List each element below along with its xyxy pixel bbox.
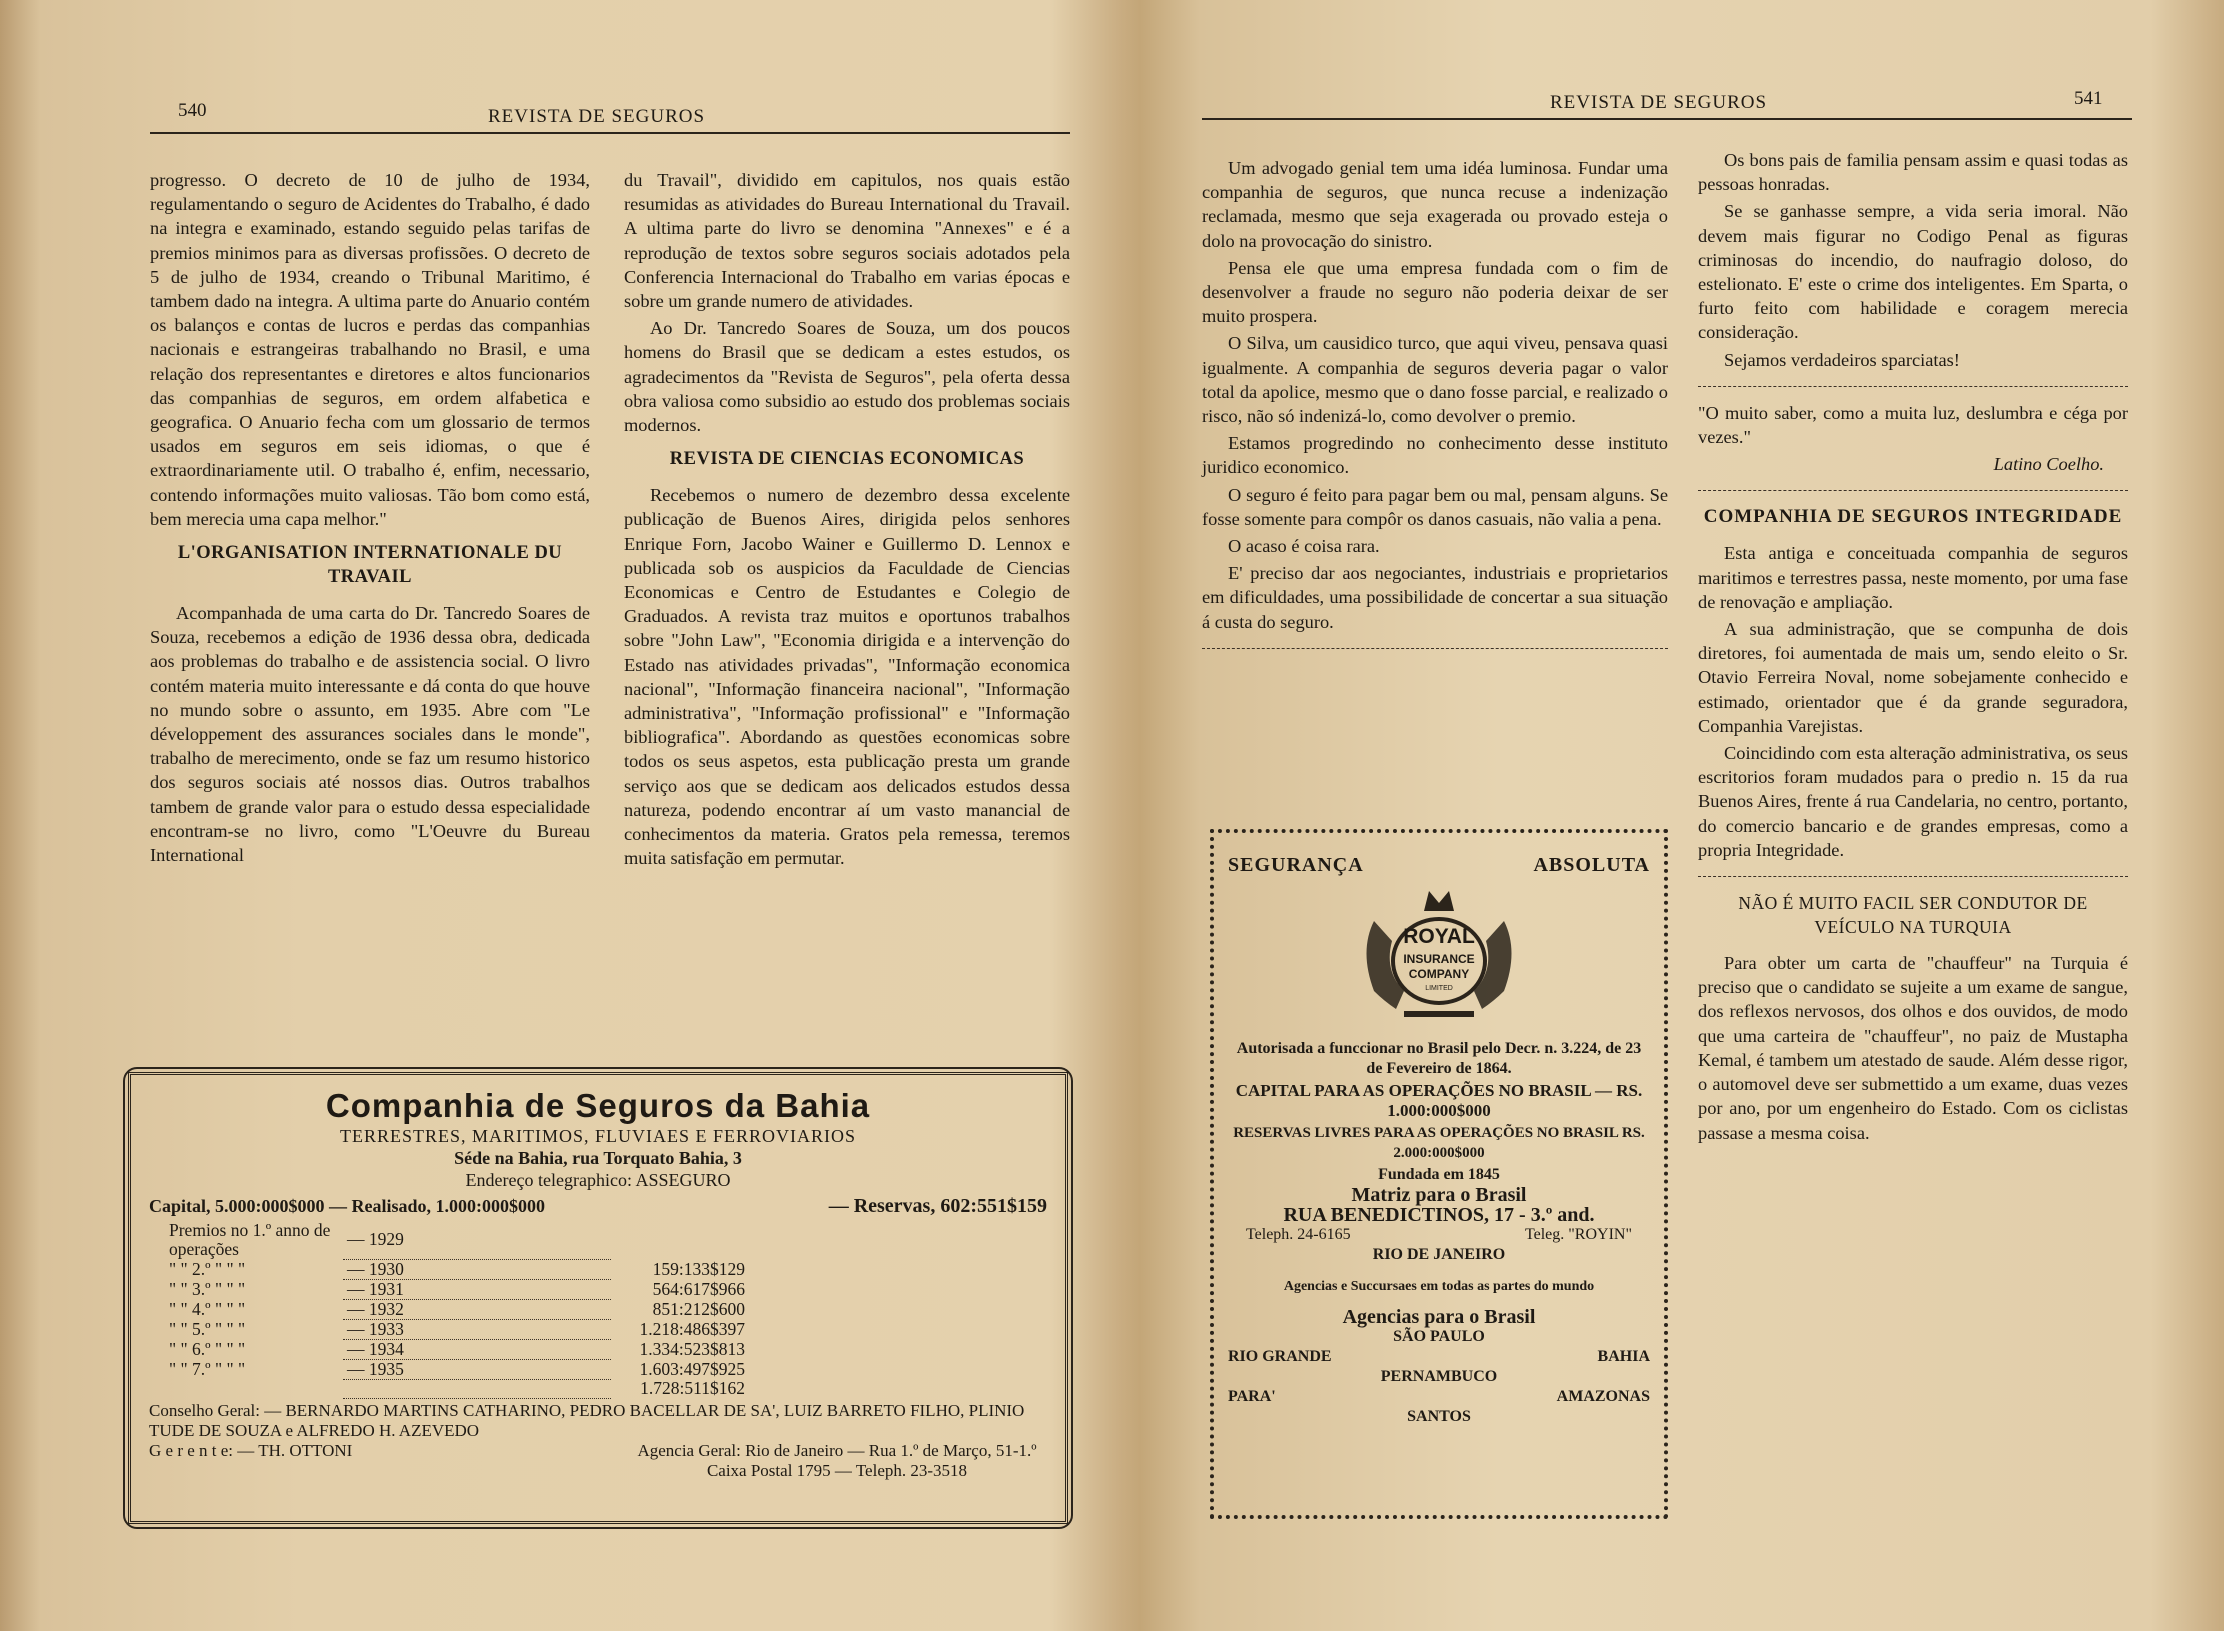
ad-slogan — [1228, 855, 1650, 875]
header-rule — [150, 132, 1070, 134]
page-number: 540 — [178, 100, 207, 121]
paragraph: Os bons pais de familia pensam assim e quasi todas as pessoas honradas. — [1698, 150, 2128, 195]
paragraph: Para obter um carta de "chauffeur" na Turquia é preciso que o candidato se sujeite a um exame de sangue, dos reflexos nervosos, dos olhos e dos ouvidos, de modo que uma carteira de "chauffeur", no paiz de Mustapha Kemal, é tambem um atestado de saude. Além desse rigor, o automovel deve ser submettido a um exame, duas vezes por ano, por um engenheiro do Estado. Com os ciclistas passase a mesma coisa. — [1698, 953, 2128, 1143]
ad-slogan-left: SEGURANÇA — [1228, 854, 1364, 876]
premios-value: 1.218:486$397 — [639, 1318, 745, 1339]
ad-contact-row — [1228, 1225, 1650, 1245]
ad-conselho: Conselho Geral: — BERNARDO MARTINS CATHARINO, PEDRO BACELLAR DE SA', LUIZ BARRETO FILHO, PLINIO TUDE DE SOUZA e ALFREDO H. AZEVEDO — [149, 1400, 1025, 1440]
ad-teleg: Teleg. "ROYIN" — [1524, 1226, 1632, 1243]
paragraph: Ao Dr. Tancredo Soares de Souza, um dos poucos homens do Brasil que se dedicam a estes estudos, os agradecimentos da "Revista de Seguros", pela oferta dessa obra valiosa como subsidio ao estudo dos problemas sociais modernos. — [624, 318, 1070, 436]
premios-year: — 1930 — [343, 1259, 611, 1279]
agency-name: AMAZONAS — [1556, 1388, 1650, 1405]
separator — [1698, 386, 2128, 387]
right-column-2 — [1698, 148, 2128, 1148]
agency-name — [1228, 1367, 1369, 1387]
ad-capital: Capital, 5.000:000$000 — Realisado, 1.000:000$000 — [149, 1196, 545, 1216]
paragraph: Recebemos o numero de dezembro dessa excelente publicação de Buenos Aires, dirigida pelos senhores Enrique Forn, Jacobo Wainer e Guillermo D. Lennox e publicada sob os auspicios da Faculdade de Ciencias Economicas e Centro de Estudantes e Colegio de Graduados. A revista traz muitos e oportunos trabalhos sobre "John Law", "Economia dirigida e a intervenção do Estado nas atividades privadas", "Informação economica nacional", "Informação financeira nacional", "Informação administrativa", "Informação profissional" e "Informação bibliografica". Abordando as questões economicas sobre todos os seus aspetos, esta publicação presta um grande serviço aos que se dedicam aos delicados estudos dessa natureza, podendo encontrar aí um vasto manancial de conhecimentos da materia. Gratos pela remessa, teremos muita satisfação em permutar. — [624, 485, 1070, 869]
logo-text: LIMITED — [1425, 985, 1453, 992]
royal-advertisement — [1210, 829, 1668, 1519]
section-heading: REVISTA DE CIENCIAS ECONOMICAS — [669, 449, 1025, 470]
ad-line: Agencias e Succursaes em todas as partes do mundo — [1283, 1279, 1595, 1294]
paragraph: O acaso é coisa rara. — [1228, 536, 1380, 557]
paragraph: Esta antiga e conceituada companhia de seguros maritimos e terrestres passa, neste momento, por uma fase de renovação e ampliação. — [1698, 543, 2128, 612]
agency-name: BAHIA — [1597, 1348, 1650, 1365]
quote-author: Latino Coelho. — [1993, 454, 2104, 475]
agency-name — [1228, 1327, 1369, 1347]
premios-year: — 1934 — [343, 1339, 611, 1359]
paragraph-group — [1698, 951, 2128, 1145]
ad-line: Agencias para o Brasil — [1342, 1306, 1536, 1328]
running-head: REVISTA DE SEGUROS — [488, 106, 706, 127]
running-head: REVISTA DE SEGUROS — [1550, 92, 1768, 113]
agency-name — [1228, 1407, 1369, 1427]
ad-line: Endereço telegraphico: ASSEGURO — [465, 1170, 731, 1190]
paragraph: E' preciso dar aos negociantes, industriais e proprietarios em dificuldades, uma possibilidade de concertar a sua situação á custa do seguro. — [1202, 563, 1668, 632]
ad-gerente: G e r e n t e: — TH. OTTONI — [149, 1440, 353, 1460]
agency-name: RIO GRANDE — [1228, 1348, 1332, 1365]
paragraph-group — [1698, 541, 2128, 862]
ad-line: RESERVAS LIVRES PARA AS OPERAÇÕES NO BRASIL RS. 2.000:000$000 — [1233, 1125, 1645, 1161]
agency-name — [1369, 1387, 1510, 1407]
agency-name: SANTOS — [1407, 1408, 1471, 1425]
agency-name — [1509, 1407, 1650, 1427]
agency-name — [1509, 1327, 1650, 1347]
ad-title: Companhia de Seguros da Bahia — [325, 1087, 871, 1124]
premios-value: 1.728:511$162 — [640, 1378, 745, 1398]
ad-slogan-right: ABSOLUTA — [1533, 854, 1650, 876]
agency-name — [1369, 1347, 1510, 1367]
ad-line: Fundada em 1845 — [1378, 1166, 1500, 1183]
premios-label: " " 4.º " " " — [169, 1298, 246, 1319]
premios-year: — 1929 — [343, 1221, 611, 1259]
bahia-advertisement — [128, 1072, 1068, 1524]
premios-label: " " 6.º " " " — [169, 1338, 246, 1359]
logo-text: COMPANY — [1408, 967, 1470, 981]
page-number: 541 — [2074, 88, 2103, 109]
section-heading: L'ORGANISATION INTERNATIONALE DU TRAVAIL — [177, 543, 563, 588]
agency-name — [1509, 1367, 1650, 1387]
paragraph: Sejamos verdadeiros sparciatas! — [1724, 349, 1960, 370]
premios-value: 851:212$600 — [652, 1298, 745, 1319]
agency-name: PERNAMBUCO — [1380, 1368, 1498, 1385]
premios-value: 1.334:523$813 — [639, 1338, 745, 1359]
premios-value: 1.603:497$925 — [639, 1358, 745, 1379]
premios-year: — 1935 — [343, 1359, 611, 1379]
premios-label: " " 3.º " " " — [169, 1278, 246, 1299]
ad-caixa: Caixa Postal 1795 — Teleph. 23-3518 — [706, 1460, 968, 1480]
ad-border — [123, 1067, 1073, 1529]
paragraph: Coincidindo com esta alteração administrativa, os seus escritorios foram mudados para o predio n. 15 da rua Buenos Aires, frente á rua Candelaria, no centro, portanto, do comercio bancario e de grandes empresas, como a propria Integridade. — [1698, 743, 2128, 860]
paragraph: progresso. O decreto de 10 de julho de 1934, regulamentando o seguro de Acidentes do Trabalho, é dado na integra e examinado, estando seguido pelas tarifas de premios minimos para as diversas profissões. O decreto de 5 de julho de 1934, creando o Tribunal Maritimo, é tambem dado na integra. A ultima parte do Anuario contém os balanços e contas de lucros e perdas das companhias nacionais e estrangeiras trabalhando no Brasil, e uma relação dos representantes e diretores e altos funcionarios das companhias de seguros, em ordem alfabetica e geografica. O Anuario fecha com um glossario de termos usados em seguros em seis idiomas, o que é extraordinariamente util. O trabalho é, enfim, necessario, contendo informações muito valiosas. Tão bom como está, bem merecia uma capa melhor." — [150, 170, 590, 529]
premios-label: " " 7.º " " " — [169, 1358, 246, 1379]
agency-name: PARA' — [1228, 1388, 1276, 1405]
left-column-1 — [150, 168, 590, 870]
ad-line: Matriz para o Brasil — [1351, 1184, 1527, 1206]
paragraph-group — [1698, 148, 2128, 372]
paragraph: Um advogado genial tem uma idéa luminosa. Fundar uma companhia de seguros, que nunca recuse a indenização reclamada, mesmo que seja exagerada ou provado esteja o dolo na provocação do sinistro. — [1202, 158, 1668, 251]
quote: "O muito saber, como a muita luz, deslumbra e céga por vezes." — [1698, 402, 2128, 448]
premios-year: — 1931 — [343, 1279, 611, 1299]
logo-text: INSURANCE — [1403, 952, 1475, 966]
left-column-2 — [624, 168, 1070, 873]
page-541 — [1140, 0, 2224, 1631]
agencies-grid — [1228, 1327, 1650, 1427]
premios-value: 564:617$966 — [652, 1278, 745, 1299]
paragraph: Estamos progredindo no conhecimento desse instituto juridico economico. — [1202, 433, 1668, 478]
paragraph: du Travail", dividido em capitulos, nos quais estão resumidas as atividades do Bureau International du Travail. A ultima parte do livro se denomina "Annexes" e é a reprodução de textos sobre seguros sociais adotados pela Conferencia Internacional do Trabalho em varias épocas e sobre um grande numero de atividades. — [624, 170, 1070, 312]
ad-reservas: — Reservas, 602:551$159 — [828, 1195, 1047, 1217]
logo-text: ROYAL — [1403, 925, 1475, 948]
paragraph: O Silva, um causidico turco, que aqui viveu, pensava quasi igualmente. A companhia de seguros deveria pagar o valor total da apolice, mesmo que o dano fosse parcial, e realizado o risco, não só indenizá-lo, como devolver o premio. — [1202, 333, 1668, 427]
paragraph: Acompanhada de uma carta do Dr. Tancredo Soares de Souza, recebemos a edição de 1936 dessa obra, dedicada aos problemas do trabalho e de assistencia social. O livro contém materia muito interessante e dá conta do que houve no mundo sobre o assunto, em 1935. Abre com "Le développement des assurances sociales dans le monde", trabalho de merecimento, onde se faz um resumo historico dos seguros sociais até nossos dias. Outros trabalhos tambem de grande valor para o estudo dessa especialidade encontram-se no livro, como "L'Oeuvre du Bureau International — [150, 603, 590, 866]
section-heading: NÃO É MUITO FACIL SER CONDUTOR DE VEÍCULO NA TURQUIA — [1738, 893, 2088, 938]
section-heading: COMPANHIA DE SEGUROS INTEGRIDADE — [1703, 506, 2123, 528]
royal-crest-logo — [1344, 881, 1534, 1031]
premios-value: 159:133$129 — [652, 1258, 745, 1279]
ad-teleph: Teleph. 24-6165 — [1246, 1226, 1351, 1243]
ad-agencia: Agencia Geral: Rio de Janeiro — Rua 1.º de Março, 51-1.º — [637, 1440, 1037, 1460]
separator — [1202, 648, 1668, 649]
paragraph: Se se ganhasse sempre, a vida seria imoral. Não devem mais figurar no Codigo Penal as figuras criminosas do incendio, do naufragio doloso, do estelionato. E' este o crime dos inteligentes. Em Sparta, o furto feito com habilidade e coragem merecia consideração. — [1698, 201, 2128, 343]
premios-label: " " 5.º " " " — [169, 1318, 246, 1339]
header-rule — [1202, 118, 2132, 120]
ad-city: RIO DE JANEIRO — [1372, 1246, 1506, 1263]
paragraph: A sua administração, que se compunha de dois diretores, foi aumentada de mais um, sendo eleito o Sr. Otavio Ferreira Noval, nome sobejamente conhecido e estimado, orientador que é da grande seguradora, Companhia Varejistas. — [1698, 619, 2128, 736]
ad-line: TERRESTRES, MARITIMOS, FLUVIAES E FERROVIARIOS — [339, 1126, 857, 1146]
paragraph: O seguro é feito para pagar bem ou mal, pensam alguns. Se fosse somente para compôr os danos casuais, não valia a pena. — [1202, 484, 1668, 529]
ad-line: CAPITAL PARA AS OPERAÇÕES NO BRASIL — RS. 1.000:000$000 — [1235, 1081, 1643, 1120]
paragraph-group — [1202, 156, 1668, 634]
ad-line: Séde na Bahia, rua Torquato Bahia, 3 — [454, 1148, 742, 1168]
premios-label: " " 2.º " " " — [169, 1258, 246, 1279]
paragraph: Pensa ele que uma empresa fundada com o fim de desenvolver a fraude no seguro não poderia deixar de ser muito prospera. — [1202, 257, 1668, 327]
ad-line: RUA BENEDICTINOS, 17 - 3.º and. — [1283, 1204, 1595, 1226]
premios-year: — 1933 — [343, 1319, 611, 1339]
separator — [1698, 490, 2128, 491]
premios-year: — 1932 — [343, 1299, 611, 1319]
ad-line: Autorisada a funccionar no Brasil pelo Decr. n. 3.224, de 23 de Fevereiro de 1864. — [1236, 1040, 1642, 1077]
agency-name: SÃO PAULO — [1393, 1328, 1485, 1345]
premios-label: Premios no 1.º anno de operações — [169, 1220, 331, 1259]
separator — [1698, 876, 2128, 877]
right-column-1 — [1202, 156, 1668, 663]
